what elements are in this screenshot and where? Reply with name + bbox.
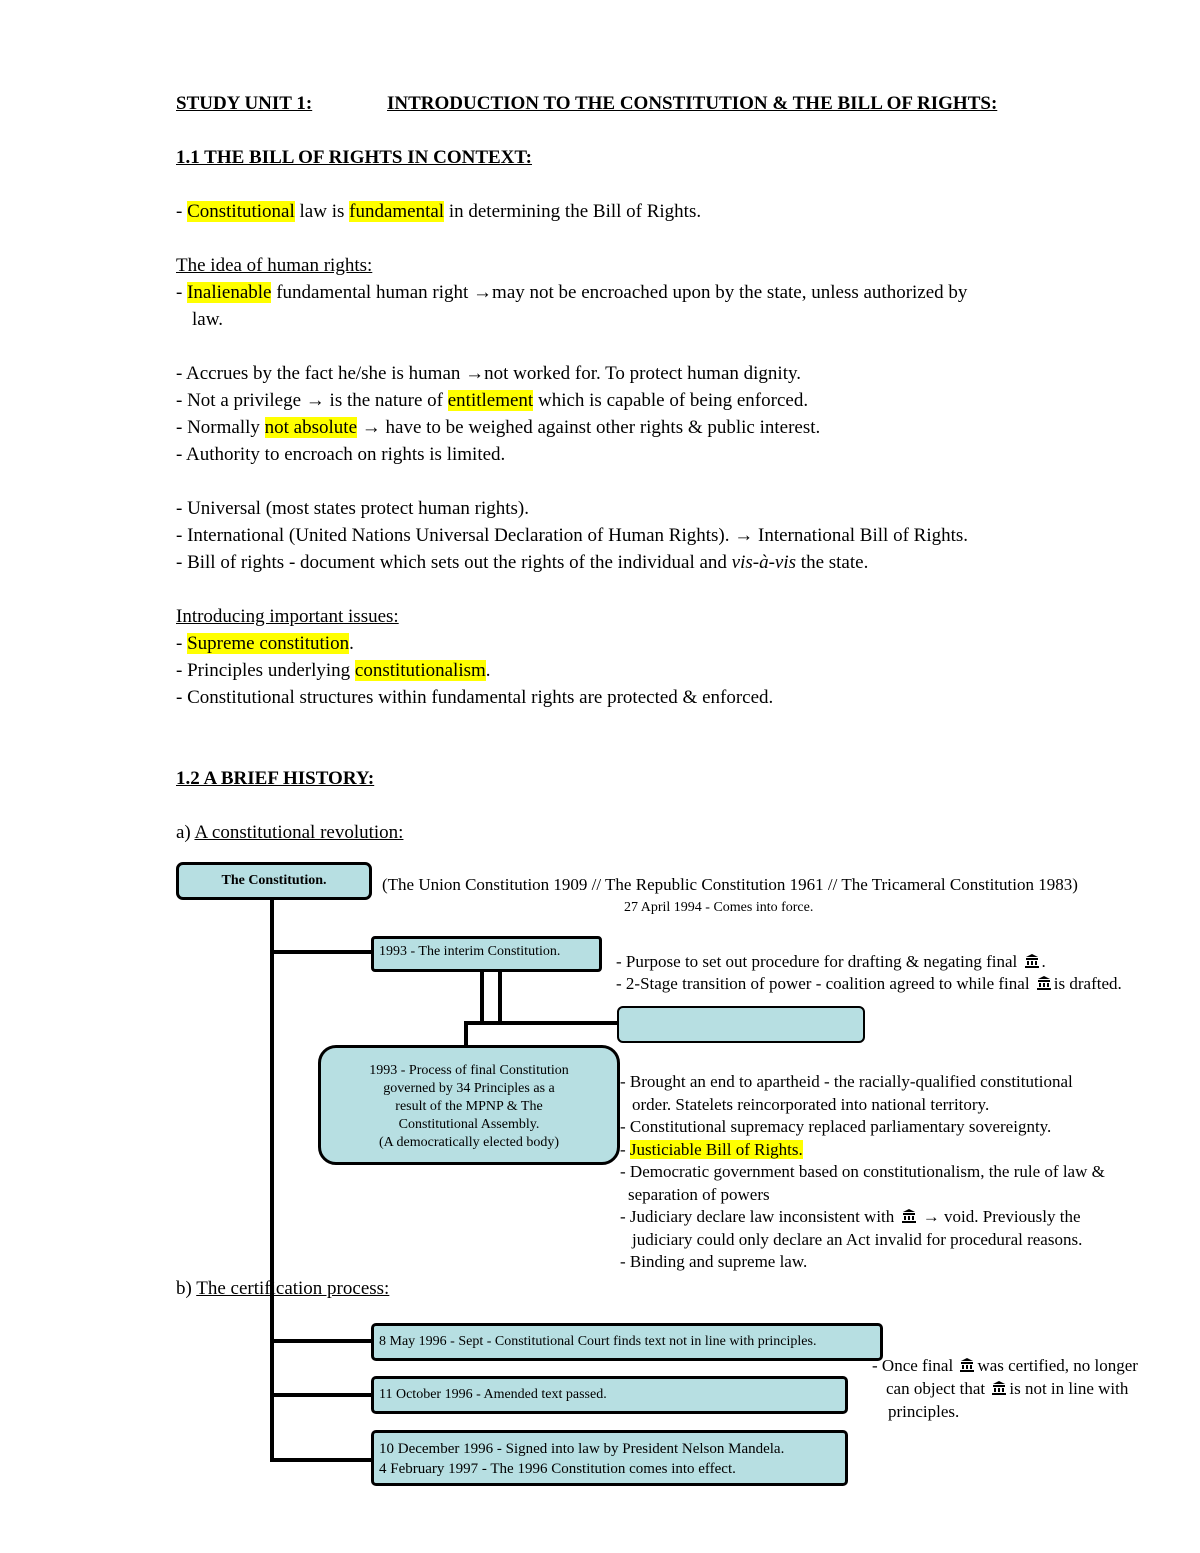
certification-box-3-line: 4 February 1997 - The 1996 Constitution comes into effect. [379,1461,736,1477]
final-box-line: Constitutional Assembly. [398,1117,540,1132]
constitution-building-icon [1036,975,1052,991]
principles-line: - Principles underlying constitutionalism. [176,660,491,681]
constitution-building-icon [1024,953,1040,969]
connector-cert2 [270,1393,373,1397]
final-note-2: - Constitutional supremacy replaced parliamentary sovereignty. [620,1117,1052,1136]
inalienable-cont: law. [192,309,223,330]
final-note-3: - Justiciable Bill of Rights. [620,1140,803,1159]
section-1-2-heading: 1.2 A BRIEF HISTORY: [176,768,375,789]
international-line: - International (United Nations Universal Declaration of Human Rights). → International Bill of Rights. [176,525,969,546]
final-constitution-box [318,1045,620,1165]
final-note-1: - Brought an end to apartheid - the racially-qualified constitutional [620,1072,1073,1091]
final-note-6: - Binding and supreme law. [620,1252,808,1271]
unit-title: INTRODUCTION TO THE CONSTITUTION & THE BILL OF RIGHTS: [387,93,998,114]
connector-interim [270,950,373,954]
authority-line: - Authority to encroach on rights is limited. [176,444,506,465]
connector-cert3 [270,1458,373,1462]
connector-double-right [498,970,502,1023]
certification-box-2: 11 October 1996 - Amended text passed. [371,1376,848,1414]
section-1-1-heading: 1.1 THE BILL OF RIGHTS IN CONTEXT: [176,147,532,168]
privilege-line: - Not a privilege → is the nature of entitlement which is capable of being enforced. [176,390,809,411]
issues-heading: Introducing important issues: [176,606,399,627]
final-note-4b: separation of powers [628,1185,770,1204]
universal-line: - Universal (most states protect human rights). [176,498,530,519]
cert-note-3: principles. [888,1402,960,1421]
timeline-spine [270,898,274,1462]
certification-box-3-line: 10 December 1996 - Signed into law by President Nelson Mandela. [379,1441,785,1457]
constitution-building-icon [959,1357,975,1373]
final-note-4: - Democratic government based on constitutionalism, the rule of law & [620,1162,1105,1181]
union-note: (The Union Constitution 1909 // The Republic Constitution 1961 // The Tricameral Constitution 1983) [382,875,1078,894]
final-box-line: result of the MPNP & The [395,1099,543,1114]
absolute-line: - Normally not absolute → have to be weighed against other rights & public interest. [176,417,821,438]
connector-horizontal [464,1021,620,1025]
interim-constitution-box: 1993 - The interim Constitution. [371,936,602,972]
final-box-line: governed by 34 Principles as a [383,1081,555,1096]
b-label: b) The certification process: [176,1278,390,1299]
constitution-building-icon [991,1380,1007,1396]
final-box-line: (A democratically elected body) [379,1135,559,1150]
connector-down [464,1021,468,1048]
empty-box [617,1006,865,1043]
final-note-1b: order. Statelets reincorporated into national territory. [632,1095,990,1114]
unit-label: STUDY UNIT 1: [176,93,313,114]
cert-note-2: can object that is not in line with [886,1379,1129,1398]
connector-double-left [480,970,484,1023]
certification-box-1: 8 May 1996 - Sept - Constitutional Court finds text not in line with principles. [371,1323,883,1361]
supreme-line: - Supreme constitution. [176,633,354,654]
interim-note-1: - Purpose to set out procedure for drafting & negating final . [616,952,1046,971]
final-box-line: 1993 - Process of final Constitution [369,1063,569,1078]
certification-box-3 [371,1430,848,1486]
cert-note-1: - Once final was certified, no longer [872,1356,1138,1375]
inalienable-line: - Inalienable fundamental human right →may not be encroached upon by the state, unless authorized by [176,282,968,303]
a-label: a) A constitutional revolution: [176,822,404,843]
constitution-building-icon [901,1208,917,1224]
constitution-box: The Constitution. [176,862,372,900]
structures-line: - Constitutional structures within fundamental rights are protected & enforced. [176,687,774,708]
fundamental-line: - Constitutional law is fundamental in determining the Bill of Rights. [176,201,702,222]
accrues-line: - Accrues by the fact he/she is human →not worked for. To protect human dignity. [176,363,801,384]
final-note-5b: judiciary could only declare an Act invalid for procedural reasons. [632,1230,1083,1249]
april-note: 27 April 1994 - Comes into force. [624,900,814,915]
connector-cert1 [270,1339,373,1343]
bill-line: - Bill of rights - document which sets out the rights of the individual and vis-à-vis the state. [176,552,869,573]
final-note-5: - Judiciary declare law inconsistent with → void. Previously the [620,1207,1081,1226]
idea-heading: The idea of human rights: [176,255,373,276]
interim-note-2: - 2-Stage transition of power - coalition agreed to while final is drafted. [616,974,1122,993]
